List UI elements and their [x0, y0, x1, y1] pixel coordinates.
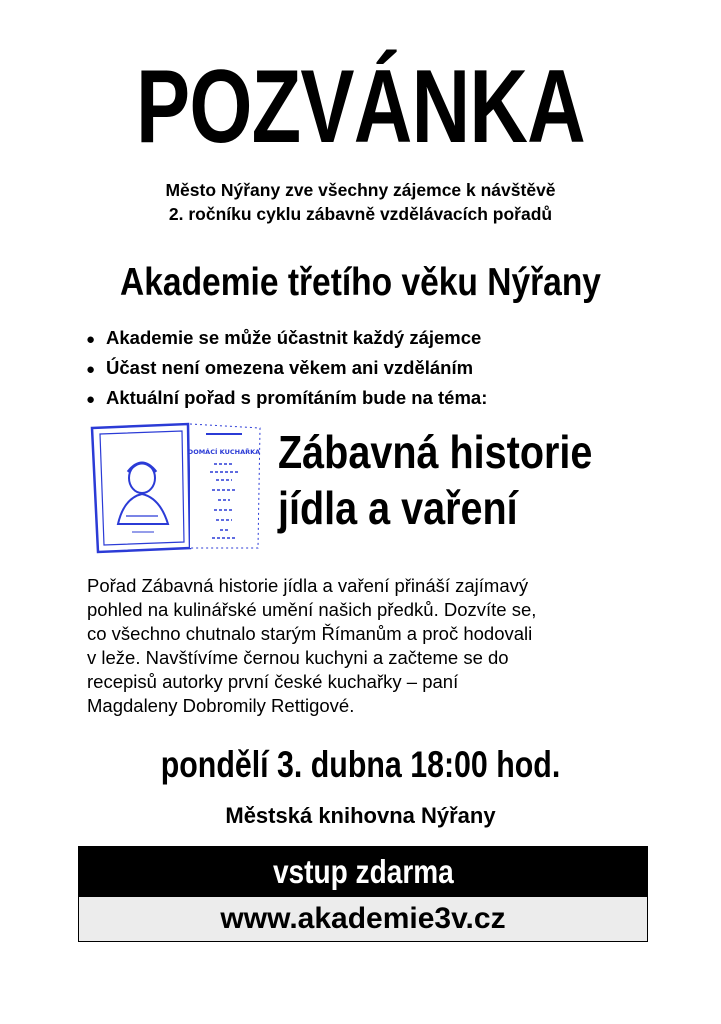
cookbook-image	[88, 420, 266, 554]
intro-text	[0, 178, 721, 226]
description-line: Magdaleny Dobromily Rettigové.	[87, 695, 355, 716]
bullet-list	[86, 324, 646, 414]
intro-line-1: Město Nýřany zve všechny zájemce k návštěvě	[165, 180, 556, 200]
intro-line-2: 2. ročníku cyklu zábavně vzdělávacích pořadů	[168, 204, 553, 224]
description-line: Pořad Zábavná historie jídla a vaření přináší zajímavý	[87, 575, 529, 596]
description	[87, 574, 647, 718]
event-date: pondělí 3. dubna 18:00 hod.	[160, 744, 561, 785]
bullet-icon: ●	[86, 331, 96, 348]
list-item	[86, 384, 646, 414]
website-url: www.akademie3v.cz	[79, 897, 647, 941]
entry-banner	[79, 847, 647, 897]
description-line: recepisů autorky první české kuchařky – paní	[87, 671, 459, 692]
book-title: DOMÁCÍ KUCHAŘKA	[187, 448, 261, 456]
description-line: co všechno chutnalo starým Římanům a proč hodovali	[87, 623, 533, 644]
info-box	[78, 846, 648, 942]
bullet-text: Účast není omezena věkem ani vzděláním	[106, 357, 474, 378]
bullet-text: Aktuální pořad s promítáním bude na téma:	[106, 387, 488, 408]
event-venue: Městská knihovna Nýřany	[225, 803, 496, 828]
topic-heading	[278, 424, 639, 536]
entry-text: vstup zdarma	[272, 853, 454, 890]
cookbook-illustration	[88, 420, 266, 554]
topic-line-1: Zábavná historie	[278, 426, 593, 478]
page-title: POZVÁNKA	[136, 49, 585, 165]
list-item	[86, 324, 646, 354]
list-item	[86, 354, 646, 384]
topic-line-2: jídla a vaření	[278, 482, 518, 534]
event-name: Akademie třetího věku Nýřany	[120, 261, 601, 304]
bullet-icon: ●	[86, 361, 96, 378]
description-line: v leže. Navštívíme černou kuchyni a začteme se do	[87, 647, 509, 668]
bullet-icon: ●	[86, 391, 96, 408]
bullet-text: Akademie se může účastnit každý zájemce	[106, 327, 482, 348]
description-line: pohled na kulinářské umění našich předků. Dozvíte se,	[87, 599, 537, 620]
